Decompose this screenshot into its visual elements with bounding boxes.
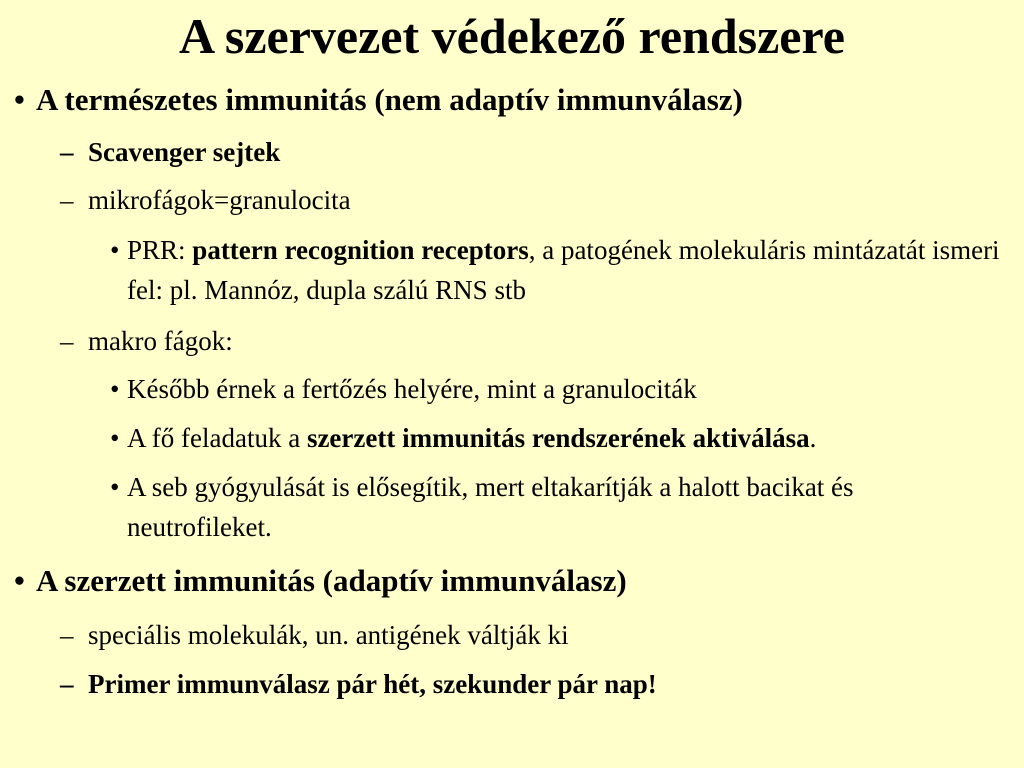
item-macro-healing-text: A seb gyógyulását is elősegítik, mert eltakarítják a halott bacikat és neutrofileket. bbox=[127, 472, 854, 542]
section-innate-heading-text: A természetes immunitás (nem adaptív immunválasz) bbox=[36, 82, 743, 117]
item-primer-text: Primer immunválasz pár hét, szekunder pár nap! bbox=[88, 669, 657, 699]
item-antigens-text: speciális molekulák, un. antigének váltják ki bbox=[88, 620, 569, 650]
item-macrophages bbox=[60, 325, 233, 357]
item-macro-healing bbox=[110, 467, 927, 547]
item-scavenger-text: Scavenger sejtek bbox=[88, 137, 281, 167]
item-prr-rest: , a patogének molekuláris mintázatát ismeri fel: pl. Mannóz, dupla szálú RNS stb bbox=[127, 235, 1000, 305]
item-macro-task-suffix: . bbox=[809, 423, 817, 453]
item-prr-prefix: PRR: bbox=[127, 235, 193, 265]
bullet-icon: • bbox=[110, 235, 120, 265]
item-microphages-text: mikrofágok=granulocita bbox=[88, 185, 351, 215]
item-macro-task-prefix: A fő feladatuk a bbox=[127, 423, 307, 453]
item-prr-bold: pattern recognition receptors bbox=[192, 235, 529, 265]
bullet-icon: • bbox=[110, 423, 120, 453]
section-adaptive-heading bbox=[14, 563, 627, 599]
item-prr-body bbox=[127, 230, 1017, 310]
item-antigens bbox=[60, 619, 569, 651]
item-macro-later-text: Később érnek a fertőzés helyére, mint a granulociták bbox=[127, 374, 697, 404]
item-macrophages-text: makro fágok: bbox=[88, 326, 233, 356]
dash-icon: – bbox=[60, 137, 74, 167]
dash-icon: – bbox=[60, 620, 74, 650]
item-prr bbox=[110, 230, 1017, 310]
bullet-icon: • bbox=[14, 563, 25, 598]
item-microphages bbox=[60, 184, 351, 216]
dash-icon: – bbox=[60, 326, 74, 356]
bullet-icon: • bbox=[110, 472, 120, 502]
slide-title: A szervezet védekező rendszere bbox=[179, 8, 845, 64]
item-scavenger bbox=[60, 136, 280, 168]
section-innate-heading bbox=[14, 82, 743, 118]
item-macro-task-bold: szerzett immunitás rendszerének aktiválása bbox=[306, 423, 810, 453]
dash-icon: – bbox=[60, 669, 74, 699]
item-macro-task-body bbox=[127, 418, 1017, 458]
section-adaptive-heading-text: A szerzett immunitás (adaptív immunválasz) bbox=[36, 563, 627, 598]
item-macro-task bbox=[110, 418, 1017, 458]
item-macro-later bbox=[110, 369, 1017, 409]
bullet-icon: • bbox=[110, 374, 120, 404]
bullet-icon: • bbox=[14, 82, 25, 117]
item-primer bbox=[60, 668, 657, 700]
dash-icon: – bbox=[60, 185, 74, 215]
